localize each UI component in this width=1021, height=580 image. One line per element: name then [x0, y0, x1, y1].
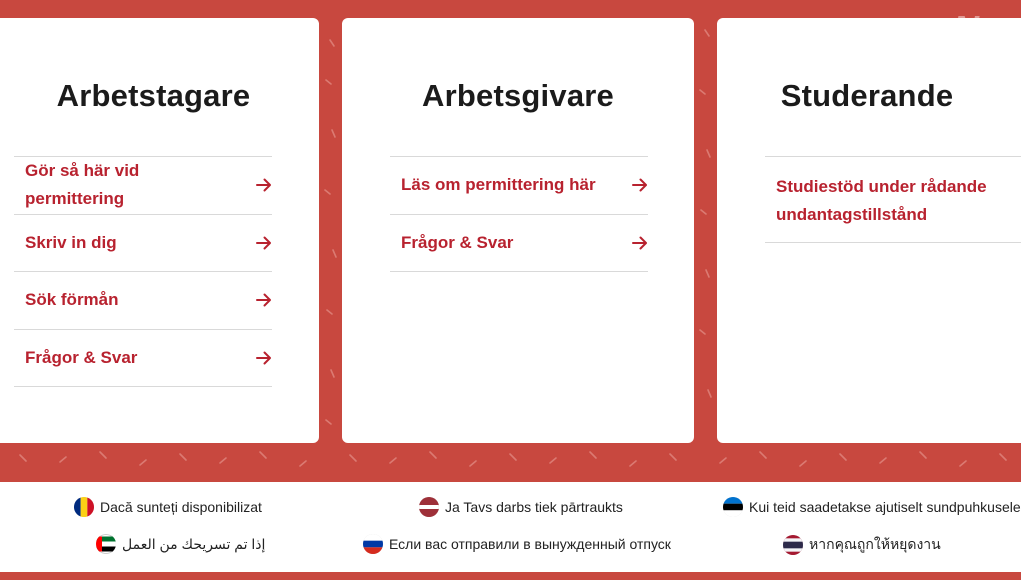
link-label: Skriv in dig: [25, 232, 117, 252]
latvia-flag-icon: [419, 497, 439, 517]
link-las-om-permittering[interactable]: [390, 157, 648, 215]
language-link-estonian[interactable]: [723, 497, 1021, 517]
link-label: Studiestöd under rådande undantagstillstånd: [776, 176, 987, 224]
link-label: Frågor & Svar: [25, 347, 138, 367]
link-list: [765, 156, 1021, 243]
language-link-arabic[interactable]: [96, 534, 265, 554]
arrow-right-icon: [632, 177, 648, 193]
language-link-romanian[interactable]: [74, 497, 262, 517]
uae-flag-icon: [96, 534, 116, 554]
link-studiestod[interactable]: [765, 157, 1021, 243]
link-label: Gör så här vid permittering: [25, 161, 140, 209]
link-skriv-in-dig[interactable]: [14, 215, 272, 273]
language-label: Если вас отправили в вынужденный отпуск: [389, 536, 671, 552]
language-label: หากคุณถูกให้หยุดงาน: [809, 536, 941, 552]
link-list: [390, 156, 648, 272]
card-title: Studerande: [780, 78, 954, 113]
card-studerande: [717, 18, 1021, 443]
language-label: إذا تم تسريحك من العمل: [122, 535, 266, 552]
romania-flag-icon: [74, 497, 94, 517]
link-label: Sök förmån: [25, 290, 119, 310]
link-fragor-svar[interactable]: [14, 330, 272, 388]
arrow-right-icon: [256, 177, 272, 193]
card-title: Arbetsgivare: [422, 78, 614, 113]
arrow-right-icon: [632, 235, 648, 251]
language-link-russian[interactable]: [363, 534, 671, 554]
language-label: Kui teid saadetakse ajutiselt sundpuhkusele: [749, 499, 1021, 515]
language-link-latvian[interactable]: [419, 497, 623, 517]
link-list: [14, 156, 272, 387]
arrow-right-icon: [256, 292, 272, 308]
link-label: Läs om permittering här: [401, 175, 596, 195]
language-footer: [0, 482, 1021, 572]
estonia-flag-icon: [723, 497, 743, 517]
card-title: Arbetstagare: [56, 78, 251, 113]
footer-bottom-strip: [0, 572, 1021, 580]
link-sok-forman[interactable]: [14, 272, 272, 330]
language-label: Dacă sunteți disponibilizat: [100, 499, 262, 515]
arrow-right-icon: [256, 350, 272, 366]
card-arbetsgivare: [342, 18, 694, 443]
link-permittering[interactable]: [14, 157, 272, 215]
thailand-flag-icon: [783, 535, 803, 555]
language-link-thai[interactable]: [783, 534, 941, 556]
link-label: Frågor & Svar: [401, 232, 514, 252]
russia-flag-icon: [363, 534, 383, 554]
arrow-right-icon: [256, 235, 272, 251]
link-fragor-svar[interactable]: [390, 215, 648, 273]
language-label: Ja Tavs darbs tiek pārtraukts: [445, 499, 623, 515]
card-arbetstagare: [0, 18, 319, 443]
